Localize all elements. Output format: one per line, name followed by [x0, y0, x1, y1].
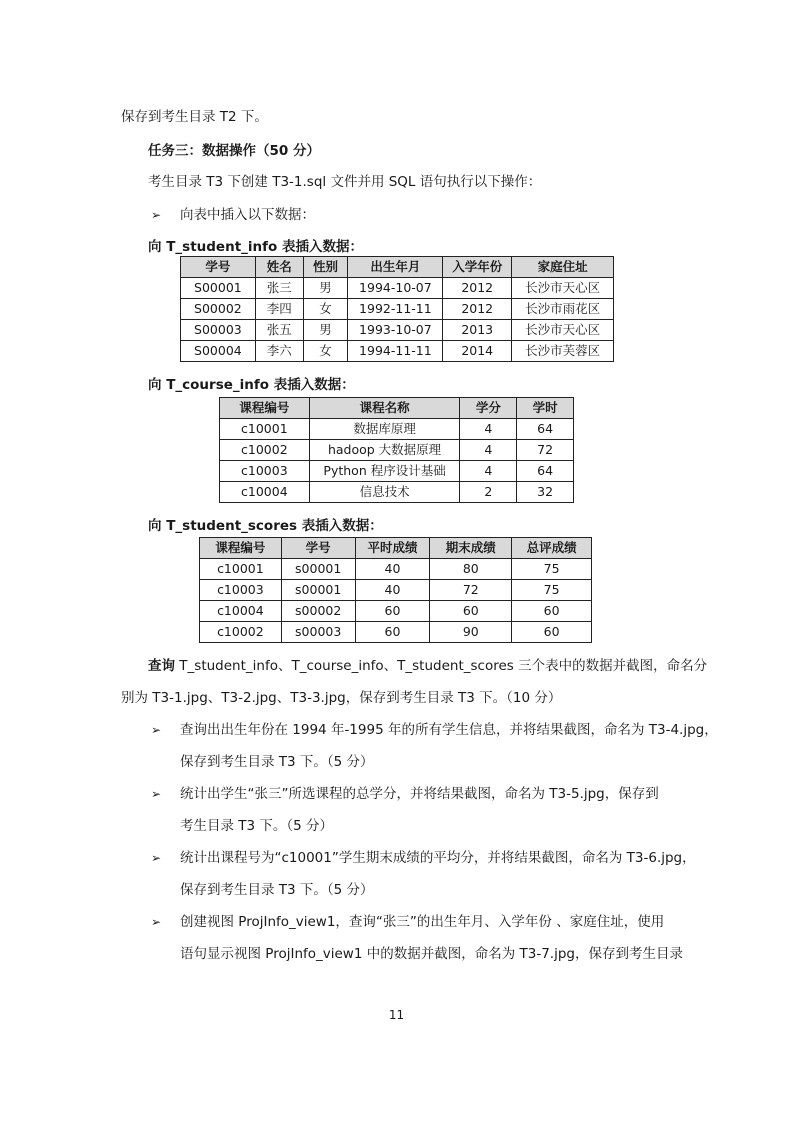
- table-row: [200, 622, 592, 643]
- table-header-cell: 课程名称: [309, 398, 460, 419]
- table-header-cell: 学分: [460, 398, 517, 419]
- table-cell: Python 程序设计基础: [309, 461, 460, 482]
- table-cell: 32: [517, 482, 574, 503]
- table-cell: 女: [303, 299, 348, 320]
- table-cell: 2013: [443, 320, 512, 341]
- table-cell: 60: [512, 601, 592, 622]
- table-header-cell: 学号: [181, 257, 256, 278]
- table-cell: 张三: [255, 278, 303, 299]
- table-header-cell: 课程编号: [220, 398, 310, 419]
- table-header-cell: 出生年月: [348, 257, 443, 278]
- table-cell: 1993-10-07: [348, 320, 443, 341]
- table-cell: 60: [512, 622, 592, 643]
- table-row: [181, 299, 614, 320]
- table-header-row: [220, 398, 574, 419]
- query-keyword: 查询: [148, 658, 175, 674]
- table-cell: 2: [460, 482, 517, 503]
- table-header-cell: 家庭住址: [512, 257, 614, 278]
- task-item-line: 考生目录 T3 下。（5 分）: [180, 818, 334, 834]
- table-header-cell: 学号: [281, 538, 355, 559]
- table-cell: 72: [430, 580, 512, 601]
- table-row: [200, 601, 592, 622]
- table-header-row: [181, 257, 614, 278]
- table-row: [181, 278, 614, 299]
- query-paragraph-line1: [148, 656, 707, 676]
- table-row: [200, 580, 592, 601]
- table-cell: 72: [517, 440, 574, 461]
- table-cell: 60: [355, 601, 430, 622]
- bullet-arrow-icon: ➢: [151, 787, 162, 801]
- table-cell: 75: [512, 580, 592, 601]
- table-cell: s00001: [281, 580, 355, 601]
- bullet-arrow-icon: ➢: [151, 208, 162, 222]
- table-header-cell: 姓名: [255, 257, 303, 278]
- table-cell: 长沙市天心区: [512, 320, 614, 341]
- table-cell: 64: [517, 461, 574, 482]
- table-cell: 75: [512, 559, 592, 580]
- query-line1-text: T_student_info、T_course_info、T_student_scores 三个表中的数据并截图，命名分: [175, 658, 708, 674]
- table-cell: 男: [303, 278, 348, 299]
- table-cell: 90: [430, 622, 512, 643]
- course-info-table: [219, 397, 574, 503]
- task-item-line: 创建视图 ProjInfo_view1，查询“张三”的出生年月、入学年份 、家庭住址，使用: [180, 914, 665, 930]
- scores-table-caption: 向 T_student_scores 表插入数据：: [148, 518, 383, 534]
- task-description: 考生目录 T3 下创建 T3-1.sql 文件并用 SQL 语句执行以下操作：: [148, 174, 542, 190]
- table-cell: S00003: [181, 320, 256, 341]
- task-item-line: 保存到考生目录 T3 下。（5 分）: [180, 754, 374, 770]
- student-info-table: [180, 256, 614, 362]
- table-cell: 李六: [255, 341, 303, 362]
- table-cell: 2012: [443, 278, 512, 299]
- table-cell: 4: [460, 419, 517, 440]
- table-cell: 1992-11-11: [348, 299, 443, 320]
- table-header-cell: 期末成绩: [430, 538, 512, 559]
- table-cell: 40: [355, 559, 430, 580]
- task-item-line: 保存到考生目录 T3 下。（5 分）: [180, 882, 374, 898]
- table-header-cell: 入学年份: [443, 257, 512, 278]
- table-cell: c10004: [200, 601, 282, 622]
- table-cell: 2014: [443, 341, 512, 362]
- task-item-line: 查询出出生年份在 1994 年-1995 年的所有学生信息，并将结果截图，命名为 T3-4.jpg，: [180, 722, 718, 738]
- table-cell: s00001: [281, 559, 355, 580]
- course-table-caption: 向 T_course_info 表插入数据：: [148, 377, 355, 393]
- table-cell: 1994-11-11: [348, 341, 443, 362]
- table-cell: 女: [303, 341, 348, 362]
- table-cell: 长沙市芙蓉区: [512, 341, 614, 362]
- table-cell: s00002: [281, 601, 355, 622]
- table-cell: 张五: [255, 320, 303, 341]
- table-row: [181, 341, 614, 362]
- table-row: [181, 320, 614, 341]
- table-cell: s00003: [281, 622, 355, 643]
- table-cell: c10003: [200, 580, 282, 601]
- table-cell: S00001: [181, 278, 256, 299]
- table-header-cell: 平时成绩: [355, 538, 430, 559]
- task-item-line: 统计出课程号为“c10001”学生期末成绩的平均分，并将结果截图，命名为 T3-6.jpg，: [180, 850, 696, 866]
- table-cell: c10001: [200, 559, 282, 580]
- table-cell: 64: [517, 419, 574, 440]
- table-cell: 2012: [443, 299, 512, 320]
- task-item-line: 语句显示视图 ProjInfo_view1 中的数据并截图，命名为 T3-7.jpg，保存到考生目录: [180, 946, 683, 962]
- table-cell: 1994-10-07: [348, 278, 443, 299]
- table-header-cell: 课程编号: [200, 538, 282, 559]
- table-header-cell: 性别: [303, 257, 348, 278]
- student-scores-table: [199, 537, 592, 643]
- table-cell: 数据库原理: [309, 419, 460, 440]
- bullet-arrow-icon: ➢: [151, 851, 162, 865]
- table-cell: 4: [460, 461, 517, 482]
- table-header-cell: 学时: [517, 398, 574, 419]
- table-cell: 信息技术: [309, 482, 460, 503]
- table-row: [220, 482, 574, 503]
- table-cell: 60: [430, 601, 512, 622]
- table-cell: S00004: [181, 341, 256, 362]
- task-item-line: 统计出学生“张三”所选课程的总学分，并将结果截图，命名为 T3-5.jpg，保存到: [180, 786, 659, 802]
- intro-line: 保存到考生目录 T2 下。: [121, 109, 268, 125]
- insert-bullet-text: 向表中插入以下数据：: [180, 207, 315, 223]
- table-cell: c10003: [220, 461, 310, 482]
- table-row: [200, 559, 592, 580]
- bullet-arrow-icon: ➢: [151, 915, 162, 929]
- query-paragraph-line2: 别为 T3-1.jpg、T3-2.jpg、T3-3.jpg，保存到考生目录 T3 下。（10 分）: [121, 690, 562, 706]
- student-table-caption: 向 T_student_info 表插入数据：: [148, 239, 363, 255]
- bullet-arrow-icon: ➢: [151, 723, 162, 737]
- task-title: 任务三：数据操作（50 分）: [148, 143, 320, 159]
- table-cell: hadoop 大数据原理: [309, 440, 460, 461]
- table-cell: 长沙市天心区: [512, 278, 614, 299]
- table-row: [220, 419, 574, 440]
- table-header-row: [200, 538, 592, 559]
- table-cell: 40: [355, 580, 430, 601]
- table-cell: 80: [430, 559, 512, 580]
- table-header-cell: 总评成绩: [512, 538, 592, 559]
- table-cell: 男: [303, 320, 348, 341]
- table-cell: c10001: [220, 419, 310, 440]
- table-cell: c10002: [220, 440, 310, 461]
- table-cell: c10004: [220, 482, 310, 503]
- table-cell: 李四: [255, 299, 303, 320]
- table-row: [220, 440, 574, 461]
- table-cell: 4: [460, 440, 517, 461]
- table-cell: S00002: [181, 299, 256, 320]
- table-row: [220, 461, 574, 482]
- page-number: 11: [388, 1008, 405, 1022]
- table-cell: 60: [355, 622, 430, 643]
- table-cell: 长沙市雨花区: [512, 299, 614, 320]
- table-cell: c10002: [200, 622, 282, 643]
